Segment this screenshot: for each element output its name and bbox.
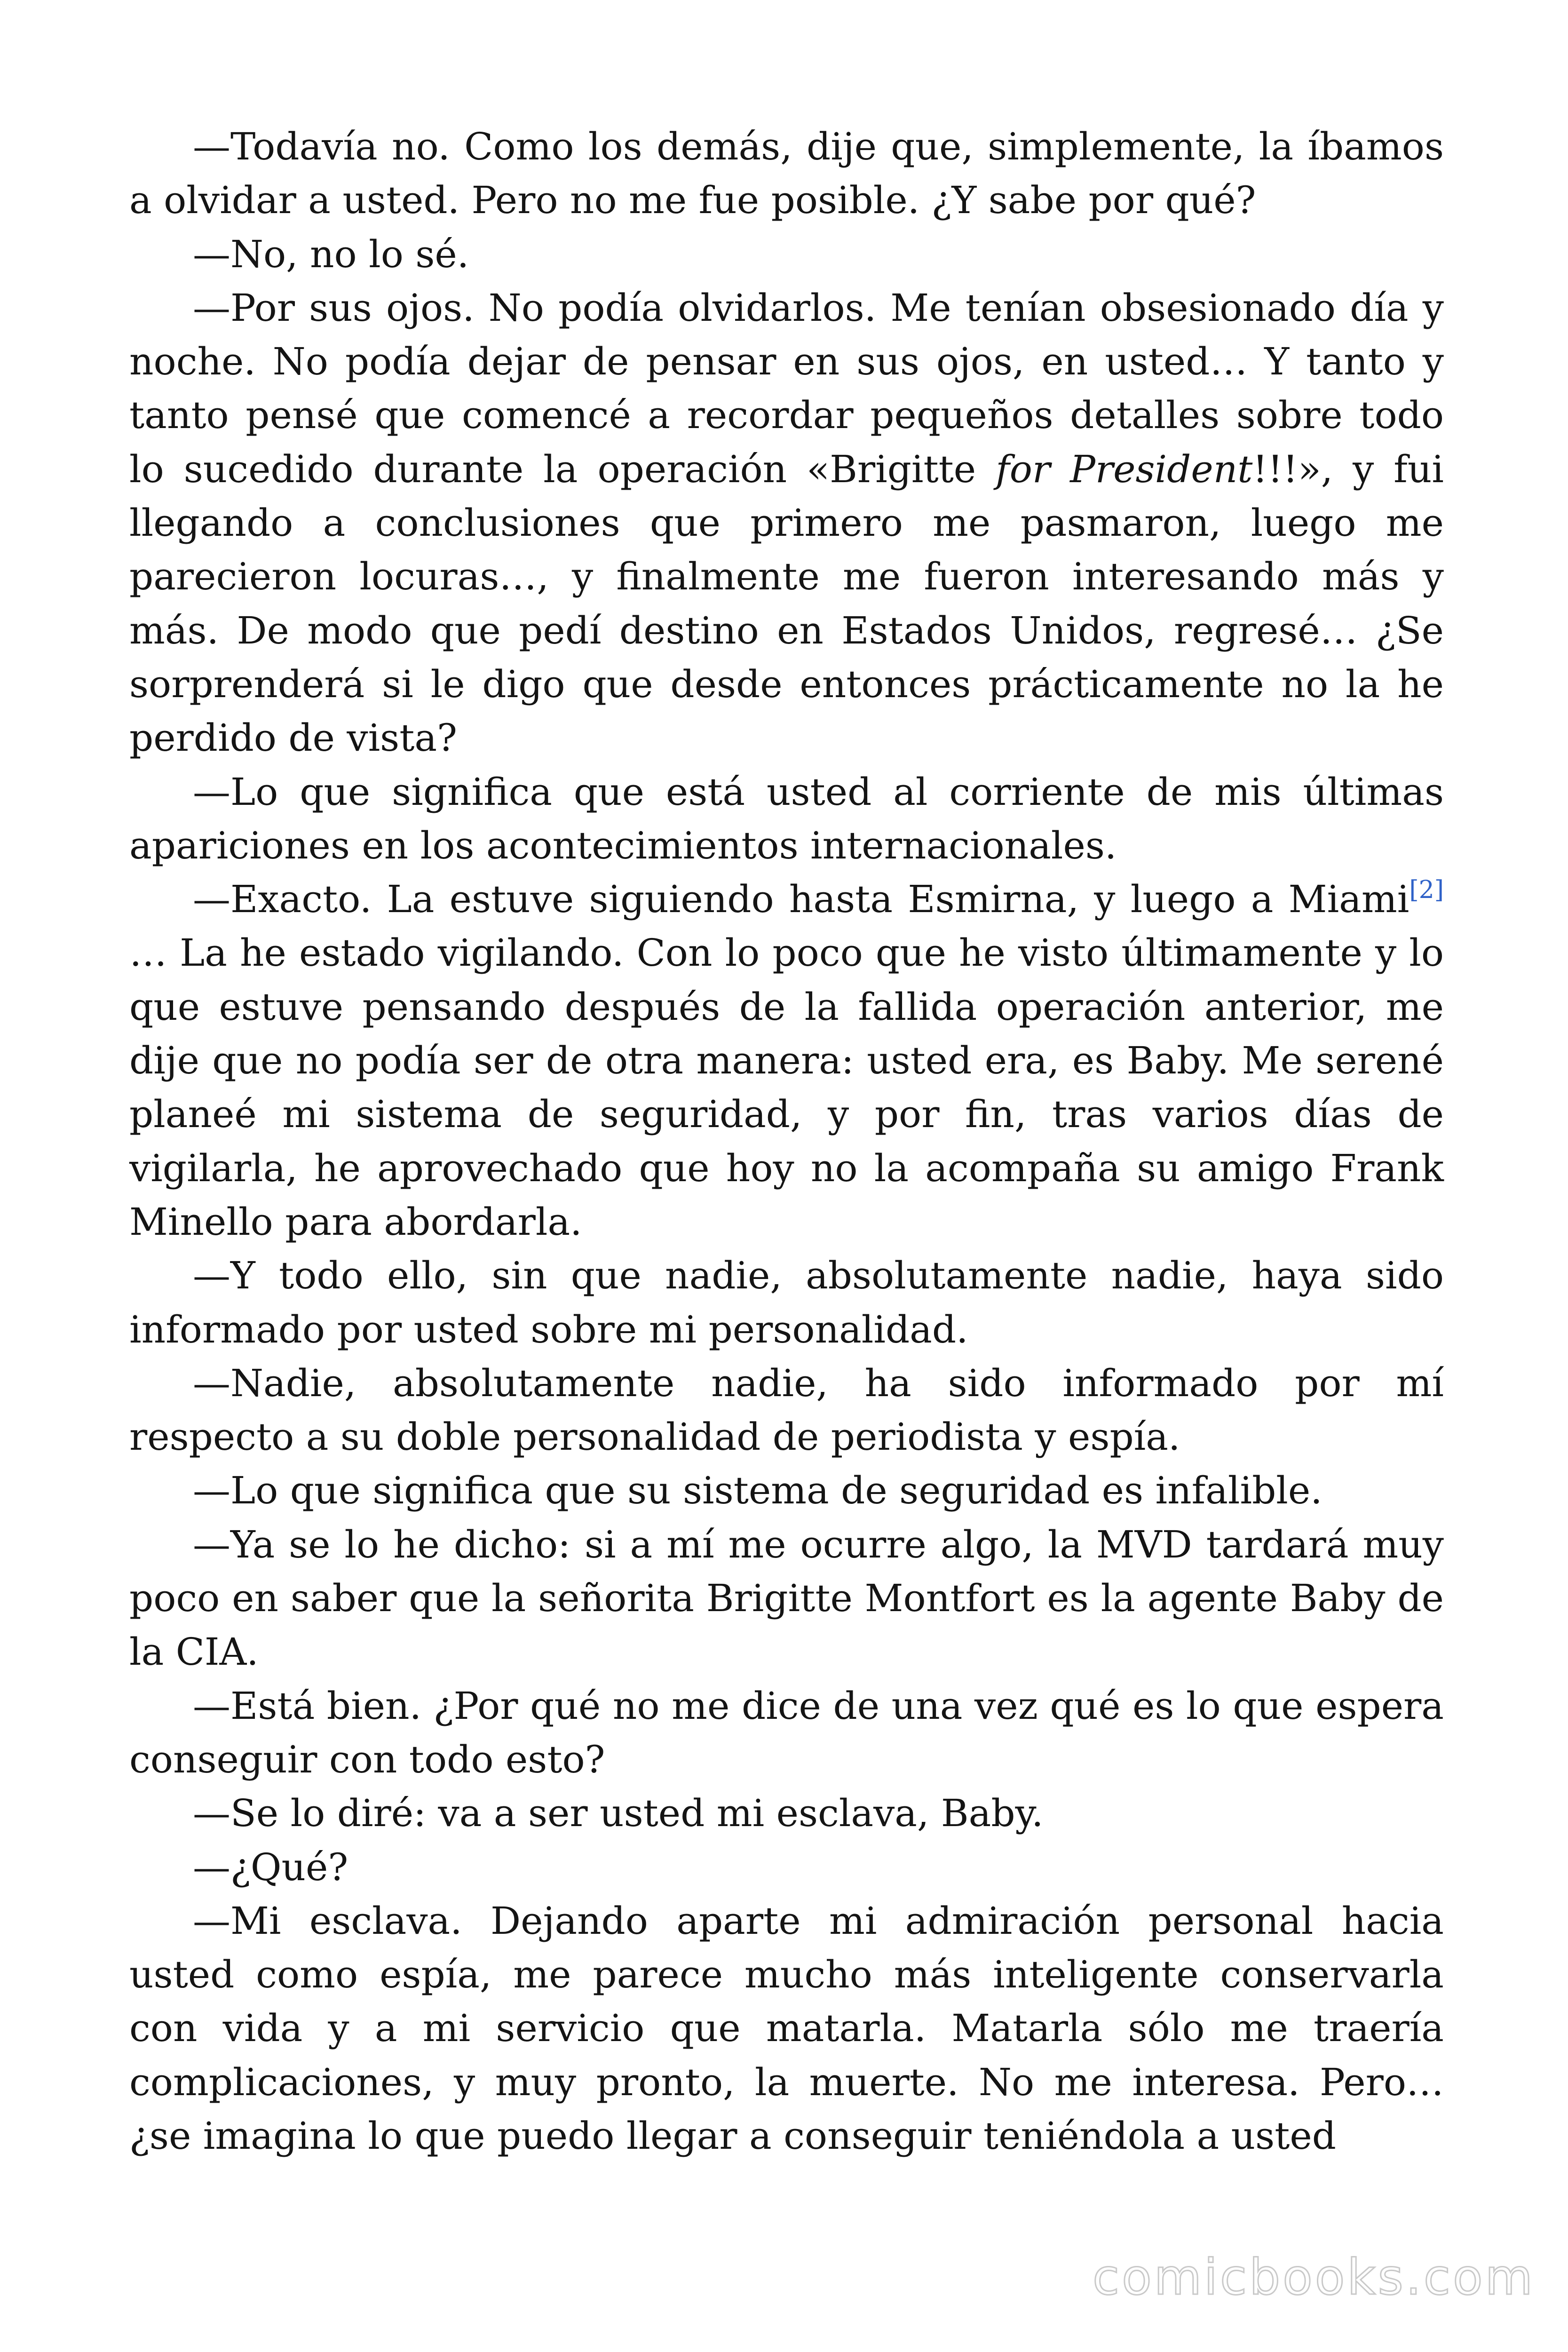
book-page-text: [129, 120, 1444, 2163]
paragraph: —Nadie, absolutamente nadie, ha sido informado por mí respecto a su doble personalidad de periodista y espía.: [129, 1361, 1444, 1459]
paragraph: —Lo que significa que su sistema de seguridad es infalible.: [193, 1469, 1323, 1513]
paragraph: [129, 873, 1444, 1249]
paragraph: —¿Qué?: [193, 1845, 348, 1889]
paragraph-text: !!!», y fui llegando a conclusiones que primero me pasmaron, luego me parecieron locuras…, y finalmente me fueron interesando más y más. De modo que pedí destino en Estados Unidos, regresé… ¿Se sorprenderá si le digo que desde entonces prácticamente no la he perdido de vista?: [129, 447, 1444, 760]
paragraph: —Está bien. ¿Por qué no me dice de una vez qué es lo que espera conseguir con todo esto?: [129, 1684, 1444, 1781]
paragraph: [129, 281, 1444, 765]
paragraph: —Ya se lo he dicho: si a mí me ocurre algo, la MVD tardará muy poco en saber que la señorita Brigitte Montfort es la agente Baby de la CIA.: [129, 1522, 1444, 1674]
italic-phrase: for President: [996, 447, 1253, 491]
paragraph: —Se lo diré: va a ser usted mi esclava, Baby.: [193, 1791, 1044, 1836]
watermark: comicbooks.com: [1092, 2249, 1535, 2306]
paragraph: —Y todo ello, sin que nadie, absolutamente nadie, haya sido informado por usted sobre mi personalidad.: [129, 1254, 1444, 1351]
paragraph-text: —Por sus ojos. No podía olvidarlos. Me tenían obsesionado día y noche. No podía dejar de pensar en sus ojos, en usted… Y tanto y tanto pensé que comencé a recordar pequeños detalles sobre todo lo sucedido durante la operación «Brigitte: [129, 286, 1444, 491]
footnote-link[interactable]: [2]: [1409, 876, 1444, 905]
paragraph: —No, no lo sé.: [193, 232, 469, 276]
paragraph: —Todavía no. Como los demás, dije que, simplemente, la íbamos a olvidar a usted. Pero no me fue posible. ¿Y sabe por qué?: [129, 125, 1444, 222]
paragraph-text: … La he estado vigilando. Con lo poco que he visto últimamente y lo que estuve pensando después de la fallida operación anterior, me dije que no podía ser de otra manera: usted era, es Baby. Me serené planeé mi sistema de seguridad, y por fin, tras varios días de vigilarla, he aprovechado que hoy no la acompaña su amigo Frank Minello para abordarla.: [129, 931, 1444, 1244]
paragraph: —Lo que significa que está usted al corriente de mis últimas apariciones en los acontecimientos internacionales.: [129, 770, 1444, 867]
paragraph: —Mi esclava. Dejando aparte mi admiración personal hacia usted como espía, me parece mucho más inteligente conservarla con vida y a mi servicio que matarla. Matarla sólo me traería complicaciones, y muy pronto, la muerte. No me interesa. Pero… ¿se imagina lo que puedo llegar a conseguir teniéndola a usted: [129, 1899, 1444, 2158]
paragraph-text: —Exacto. La estuve siguiendo hasta Esmirna, y luego a Miami: [193, 877, 1410, 922]
